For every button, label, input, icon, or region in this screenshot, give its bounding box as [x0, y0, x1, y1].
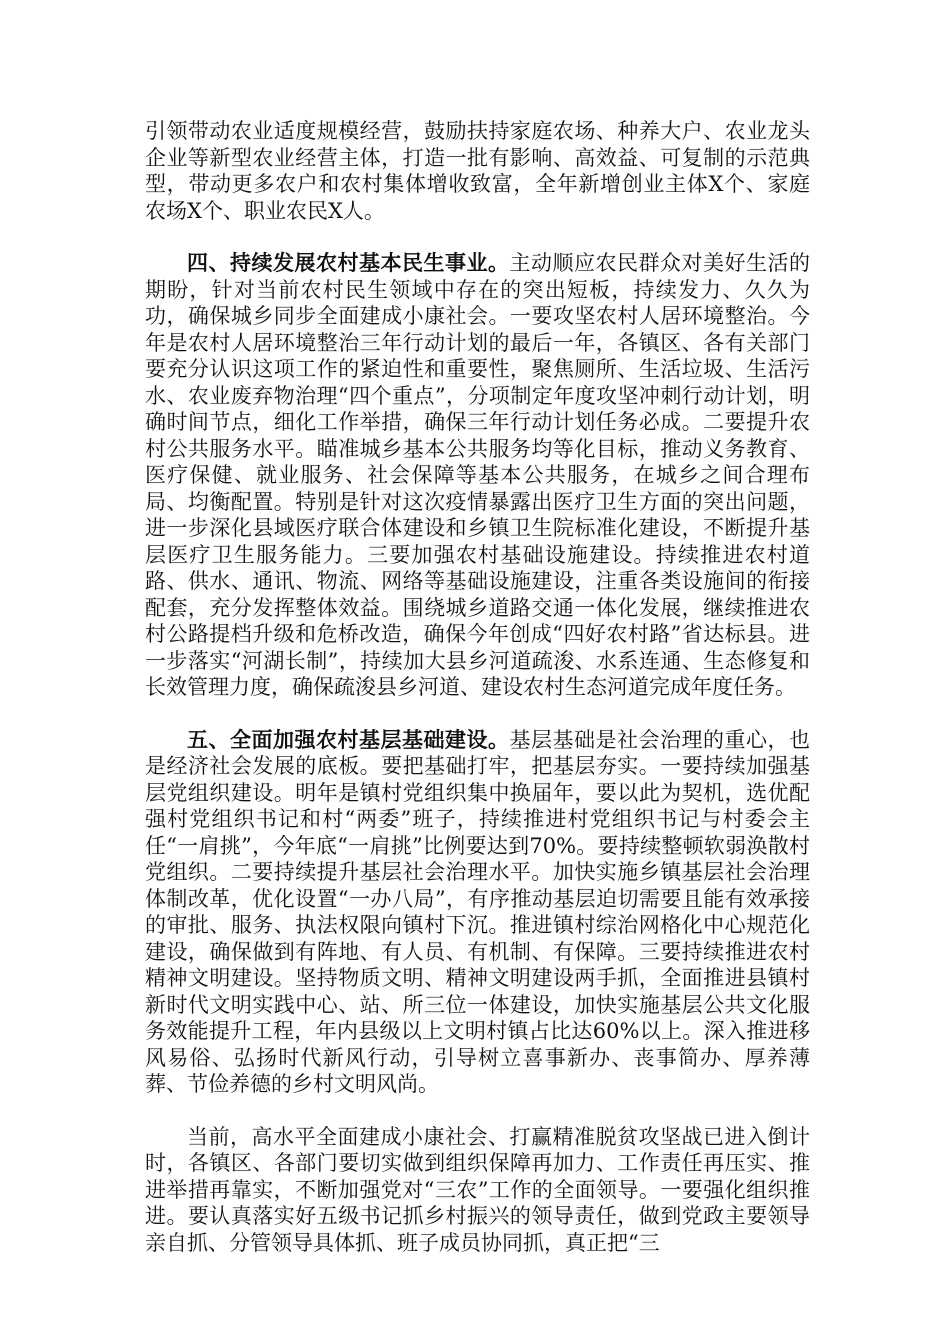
paragraph-text: 当前，高水平全面建成小康社会、打赢精准脱贫攻坚战已进入倒计时，各镇区、各部门要切实做到组织保障再加力、工作责任再压实、推进举措再靠实，不断加强党对“三农”工作的全面领导。一要强化组织推进。要认真落实好五级书记抓乡村振兴的领导责任，做到党政主要领导亲自抓、分管领导具体抓、班子成员协同抓，真正把“三	[145, 1124, 810, 1255]
paragraph-text: 主动顺应农民群众对美好生活的期盼，针对当前农村民生领域中存在的突出短板，持续发力、久久为功，确保城乡同步全面建成小康社会。一要攻坚农村人居环境整治。今年是农村人居环境整治三年行动计划的最后一年，各镇区、各有关部门要充分认识这项工作的紧迫性和重要性，聚焦厕所、生活垃圾、生活污水、农业废弃物治理“四个重点”，分项制定年度攻坚冲刺行动计划，明确时间节点，细化工作举措，确保三年行动计划任务必成。二要提升农村公共服务水平。瞄准城乡基本公共服务均等化目标，推动义务教育、医疗保健、就业服务、社会保障等基本公共服务，在城乡之间合理布局、均衡配置。特别是针对这次疫情暴露出医疗卫生方面的突出问题，进一步深化县域医疗联合体建设和乡镇卫生院标准化建设，不断提升基层医疗卫生服务能力。三要加强农村基础设施建设。持续推进农村道路、供水、通讯、物流、网络等基础设施建设，注重各类设施间的衔接配套，充分发挥整体效益。围绕城乡道路交通一体化发展，继续推进农村公路提档升级和危桥改造，确保今年创成“四好农村路”省达标县。进一步落实“河湖长制”，持续加大县乡河道疏浚、水系连通、生态修复和长效管理力度，确保疏浚县乡河道、建设农村生态河道完成年度任务。	[145, 251, 810, 699]
paragraph-heading: 四、持续发展农村基本民生事业。	[187, 250, 510, 275]
paragraph-text: 基层基础是社会治理的重心，也是经济社会发展的底板。要把基础打牢，把基层夯实。一要持续加强基层党组织建设。明年是镇村党组织集中换届年，要以此为契机，选优配强村党组织书记和村“两委”班子，持续推进村党组织书记与村委会主任“一肩挑”，今年底“一肩挑”比例要达到70%。要持续整顿软弱涣散村党组织。二要持续提升基层社会治理水平。加快实施乡镇基层社会治理体制改革，优化设置“一办八局”，有序推动基层迫切需要且能有效承接的审批、服务、执法权限向镇村下沉。推进镇村综治网格化中心规范化建设，确保做到有阵地、有人员、有机制、有保障。三要持续推进农村精神文明建设。坚持物质文明、精神文明建设两手抓，全面推进县镇村新时代文明实践中心、站、所三位一体建设，加快实施基层公共文化服务效能提升工程，年内县级以上文明村镇占比达60%以上。深入推进移风易俗、弘扬时代新风行动，引导树立喜事新办、丧事简办、厚养薄葬、节俭养德的乡村文明风尚。	[145, 727, 810, 1096]
paragraph-intro	[145, 118, 810, 224]
paragraph-text: 引领带动农业适度规模经营，鼓励扶持家庭农场、种养大户、农业龙头企业等新型农业经营主体，打造一批有影响、高效益、可复制的示范典型，带动更多农户和农村集体增收致富，全年新增创业主体X个、家庭农场X个、职业农民X人。	[145, 119, 810, 223]
document-page	[145, 118, 810, 1282]
paragraph-section-four	[145, 250, 810, 701]
paragraph-section-five	[145, 727, 810, 1098]
paragraph-current	[145, 1124, 810, 1257]
paragraph-heading: 五、全面加强农村基层基础建设。	[187, 726, 510, 752]
